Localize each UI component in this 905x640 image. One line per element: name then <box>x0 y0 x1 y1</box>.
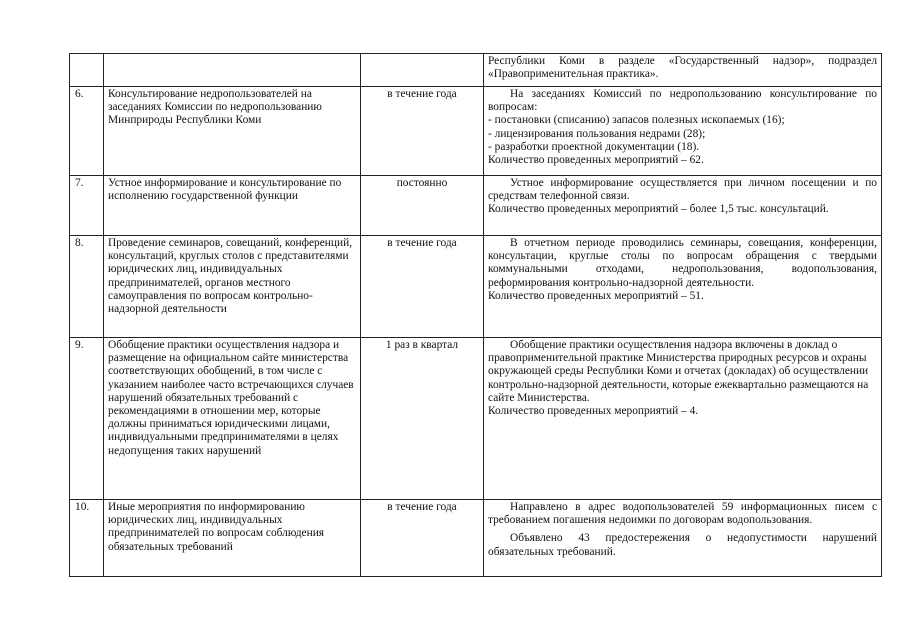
measure-result <box>484 87 882 176</box>
row-number: 7. <box>70 176 104 236</box>
table-row <box>70 500 882 577</box>
measure-result <box>484 176 882 236</box>
result-paragraph: Устное информирование осуществляется при личном посещении и по средствам телефонной связи. <box>488 177 877 203</box>
measure-name: Проведение семинаров, совещаний, конференций, консультаций, круглых столов с представителями юридических лиц, индивидуальных предпринимателей, органов местного самоуправления по вопросам контрольно-надзорной деятельности <box>104 236 361 338</box>
measure-term <box>361 54 484 87</box>
result-paragraph: Количество проведенных мероприятий – 62. <box>488 154 704 167</box>
result-paragraph: На заседаниях Комиссий по недропользованию консультирование по вопросам: <box>488 88 877 114</box>
result-paragraph: Обобщение практики осуществления надзора включены в доклад о правоприменительной практике Министерства природных ресурсов и охраны окружающей среды Республики Коми и отчетах (докладах) об осуществлении контрольно-надзорной деятельности, которые ежеквартально размещаются на сайте Министерства. <box>488 339 869 404</box>
measure-term: 1 раз в квартал <box>361 338 484 500</box>
table-row <box>70 87 882 176</box>
result-paragraph: Направлено в адрес водопользователей 59 информационных писем с требованием погашения недоимки по договорам водопользования. <box>488 501 877 527</box>
result-paragraph: Республики Коми в разделе «Государственный надзор», подраздел «Правоприменительная практика». <box>488 55 877 81</box>
row-number <box>70 54 104 87</box>
row-number: 6. <box>70 87 104 176</box>
table-row <box>70 54 882 87</box>
result-paragraph: - разработки проектной документации (18). <box>488 140 700 153</box>
measure-term: в течение года <box>361 236 484 338</box>
measure-term: в течение года <box>361 87 484 176</box>
row-number: 8. <box>70 236 104 338</box>
result-paragraph: - постановки (списанию) запасов полезных ископаемых (16); <box>488 114 785 127</box>
result-paragraph: - лицензирования пользования недрами (28); <box>488 127 706 140</box>
table-row <box>70 236 882 338</box>
measures-table <box>69 53 882 577</box>
measure-result <box>484 500 882 577</box>
result-paragraph: Объявлено 43 предостережения о недопустимости нарушений обязательных требований. <box>488 532 877 558</box>
measure-name <box>104 54 361 87</box>
measure-result <box>484 236 882 338</box>
measure-result <box>484 338 882 500</box>
result-paragraph: Количество проведенных мероприятий – 4. <box>488 405 699 418</box>
result-paragraph: Количество проведенных мероприятий – более 1,5 тыс. консультаций. <box>488 203 829 216</box>
result-paragraph: В отчетном периоде проводились семинары, совещания, конференции, консультации, круглые столы по вопросам обращения с твердыми коммунальными отходами, недропользования, водопользования, реформирования контрольно-надзорной деятельности. <box>488 237 877 289</box>
measure-term: постоянно <box>361 176 484 236</box>
measure-result <box>484 54 882 87</box>
row-number: 9. <box>70 338 104 500</box>
table-row <box>70 338 882 500</box>
row-number: 10. <box>70 500 104 577</box>
result-paragraph: Количество проведенных мероприятий – 51. <box>488 289 704 302</box>
measure-name: Консультирование недропользователей на заседаниях Комиссии по недропользованию Минприроды Республики Коми <box>104 87 361 176</box>
measure-name: Обобщение практики осуществления надзора и размещение на официальном сайте министерства соответствующих обобщений, в том числе с указанием наиболее часто встречающихся случаев нарушений обязательных требований с рекомендациями в отношении мер, которые должны приниматься юридическими лицами, индивидуальными предпринимателями в целях недопущения таких нарушений <box>104 338 361 500</box>
table-row <box>70 176 882 236</box>
measure-name: Иные мероприятия по информированию юридических лиц, индивидуальных предпринимателей по вопросам соблюдения обязательных требований <box>104 500 361 577</box>
measure-name: Устное информирование и консультирование по исполнению государственной функции <box>104 176 361 236</box>
measure-term: в течение года <box>361 500 484 577</box>
